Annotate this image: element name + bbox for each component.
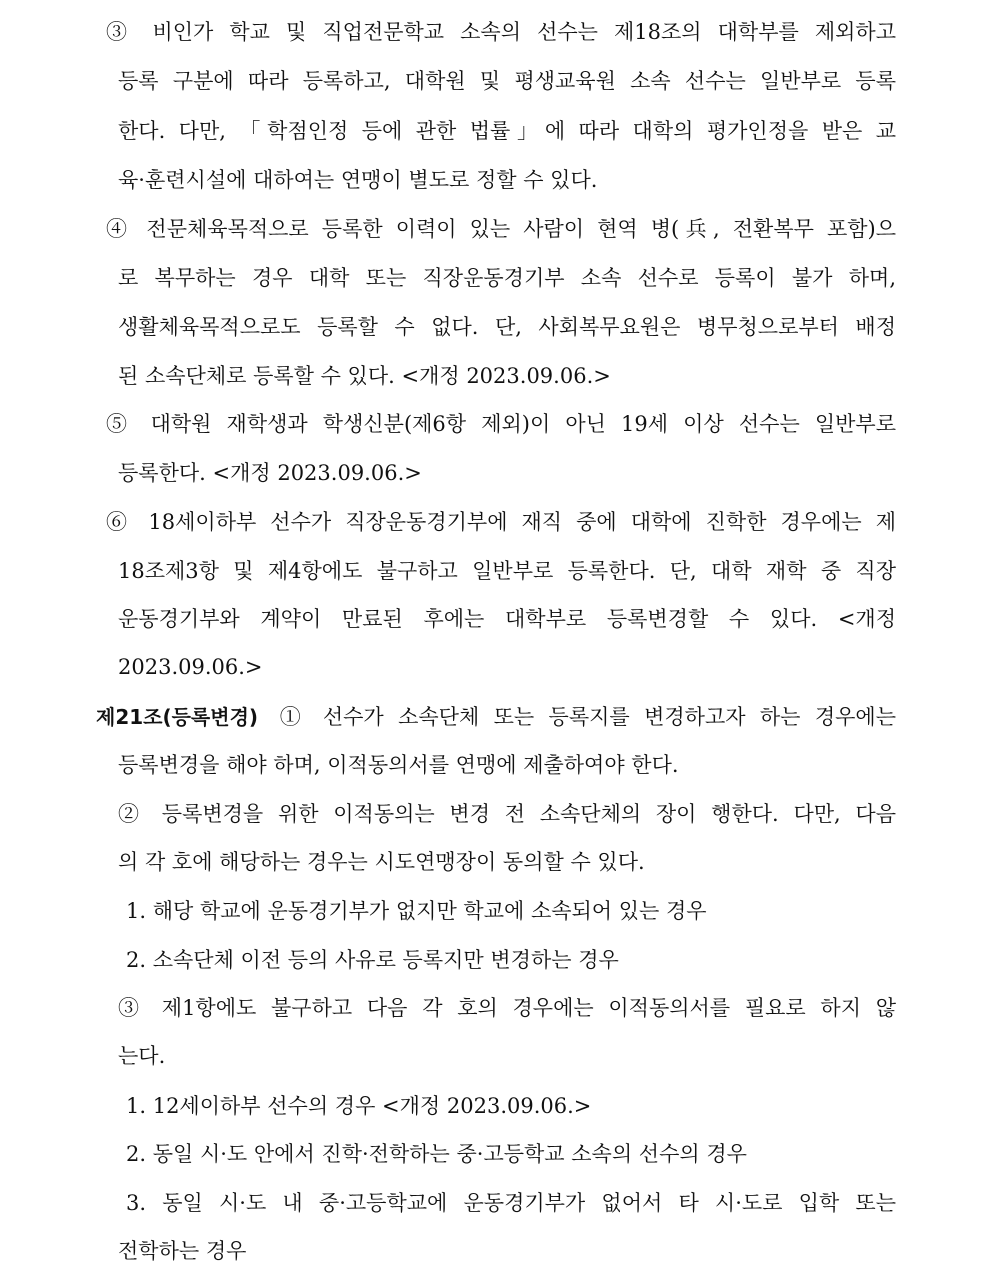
article-21-clause-3-line-1: ③ 제1항에도 불구하고 다음 각 호의 경우에는 이적동의서를 필요로 하지 않 — [118, 996, 896, 1020]
clause-6-line-4: 2023.09.06.> — [118, 655, 263, 679]
clause-6-line-2: 18조제3항 및 제4항에도 불구하고 일반부로 등록한다. 단, 대학 재학 중 직장 — [118, 559, 896, 583]
clause-3-line-2: 등록 구분에 따라 등록하고, 대학원 및 평생교육원 소속 선수는 일반부로 등록 — [118, 69, 896, 93]
clause-6-line-1: ⑥ 18세이하부 선수가 직장운동경기부에 재직 중에 대학에 진학한 경우에는 제 — [106, 510, 896, 534]
clause-3-line-3: 한다. 다만, 「학점인정 등에 관한 법률」에 따라 대학의 평가인정을 받은 교 — [118, 119, 896, 143]
clause-5-line-2: 등록한다. <개정 2023.09.06.> — [118, 461, 422, 485]
clause-4-line-4: 된 소속단체로 등록할 수 있다. <개정 2023.09.06.> — [118, 364, 611, 388]
clause-6-line-3: 운동경기부와 계약이 만료된 후에는 대학부로 등록변경할 수 있다. <개정 — [118, 607, 896, 631]
clause-4-line-1: ④ 전문체육목적으로 등록한 이력이 있는 사람이 현역 병(兵, 전환복무 포함)으 — [106, 217, 896, 241]
clause-5-line-1: ⑤ 대학원 재학생과 학생신분(제6항 제외)이 아닌 19세 이상 선수는 일반부로 — [106, 412, 896, 436]
article-21-clause-3-line-2: 는다. — [118, 1044, 166, 1068]
article-21-heading: 제21조(등록변경) — [96, 705, 259, 729]
clause-3-line-4: 육·훈련시설에 대하여는 연맹이 별도로 정할 수 있다. — [118, 168, 598, 192]
article-21-clause-2-line-2: 의 각 호에 해당하는 경우는 시도연맹장이 동의할 수 있다. — [118, 850, 645, 874]
clause-4-line-2: 로 복무하는 경우 대학 또는 직장운동경기부 소속 선수로 등록이 불가 하며, — [118, 266, 896, 290]
article-21-clause-2-line-1: ② 등록변경을 위한 이적동의는 변경 전 소속단체의 장이 행한다. 다만, 다음 — [118, 802, 896, 826]
article-21-clause-3-item-1: 1. 12세이하부 선수의 경우 <개정 2023.09.06.> — [126, 1094, 592, 1118]
article-21-clause-1-text: ① 선수가 소속단체 또는 등록지를 변경하고자 하는 경우에는 — [272, 705, 896, 729]
article-21-clause-2-item-2: 2. 소속단체 이전 등의 사유로 등록지만 변경하는 경우 — [126, 948, 619, 972]
clause-4-line-3: 생활체육목적으로도 등록할 수 없다. 단, 사회복무요원은 병무청으로부터 배정 — [118, 315, 896, 339]
article-21-clause-3-item-3-line-2: 전학하는 경우 — [118, 1239, 247, 1263]
clause-3-line-1: ③ 비인가 학교 및 직업전문학교 소속의 선수는 제18조의 대학부를 제외하고 — [106, 20, 896, 44]
article-21-clause-2-item-1: 1. 해당 학교에 운동경기부가 없지만 학교에 소속되어 있는 경우 — [126, 899, 707, 923]
article-21-clause-3-item-2: 2. 동일 시·도 안에서 진학·전학하는 중·고등학교 소속의 선수의 경우 — [126, 1142, 747, 1166]
article-21-clause-3-item-3-line-1: 3. 동일 시·도 내 중·고등학교에 운동경기부가 없어서 타 시·도로 입학 또는 — [126, 1191, 896, 1215]
article-21-line-1 — [96, 702, 896, 732]
article-21-line-2: 등록변경을 해야 하며, 이적동의서를 연맹에 제출하여야 한다. — [118, 753, 679, 777]
